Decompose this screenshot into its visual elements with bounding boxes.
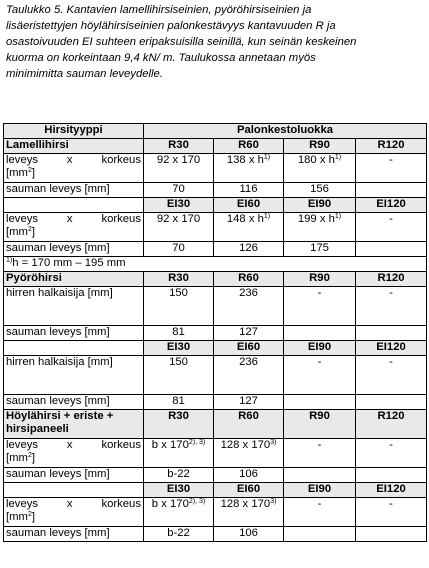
class-cell: R60	[214, 410, 284, 439]
class-cell: R60	[214, 272, 284, 287]
value-cell: b-22	[144, 468, 214, 483]
caption-line: lisäeristettyjen höylähirsiseinien palonkestävyys kantavuuden R ja	[6, 20, 336, 32]
joint-label: sauman leveys [mm]	[4, 326, 144, 341]
joint-label: sauman leveys [mm]	[4, 183, 144, 198]
value-cell	[284, 326, 356, 341]
value-cell: 138 x $h^{1)}$	[214, 154, 284, 183]
class-cell: EI60	[214, 341, 284, 356]
header-class: Palonkestoluokka	[144, 124, 427, 139]
table-row	[4, 498, 427, 527]
class-cell: EI120	[356, 341, 427, 356]
value-cell	[356, 326, 427, 341]
class-cell: EI120	[356, 483, 427, 498]
class-cell: R120	[356, 139, 427, 154]
class-cell: EI30	[144, 341, 214, 356]
value-cell	[284, 395, 356, 410]
class-row	[4, 198, 427, 213]
value-cell: -	[284, 498, 356, 527]
class-cell: EI120	[356, 198, 427, 213]
class-cell: R90	[284, 139, 356, 154]
class-cell: R90	[284, 272, 356, 287]
value-cell: 92 x 170	[144, 154, 214, 183]
section-title: Lamellihirsi	[4, 139, 144, 154]
table-row	[4, 213, 427, 242]
header-type: Hirsityyppi	[4, 124, 144, 139]
class-cell: EI90	[284, 198, 356, 213]
empty-cell	[4, 341, 144, 356]
caption-line: osastoivuuden EI suhteen eripaksuisilla seinillä, kun seinän keskeinen	[6, 36, 357, 48]
value-cell: 156	[284, 183, 356, 198]
header-row	[4, 124, 427, 139]
table-row	[4, 242, 427, 257]
value-cell: 116	[214, 183, 284, 198]
class-cell: R30	[144, 139, 214, 154]
value-cell: 127	[214, 395, 284, 410]
value-cell: -	[284, 439, 356, 468]
class-cell: EI30	[144, 198, 214, 213]
joint-label: sauman leveys [mm]	[4, 395, 144, 410]
empty-cell	[4, 198, 144, 213]
value-cell: 150	[144, 287, 214, 326]
table-row	[4, 468, 427, 483]
table-row	[4, 183, 427, 198]
value-cell	[356, 242, 427, 257]
caption-line: Taulukko 5. Kantavien lamellihirsiseinien, pyöröhirsiseinien ja	[6, 4, 312, 16]
footnote-row	[4, 257, 427, 272]
width-label: leveys x korkeus $[mm^2]$	[4, 498, 144, 527]
class-cell: R120	[356, 410, 427, 439]
value-cell	[356, 183, 427, 198]
value-cell: 148 x $h^{1)}$	[214, 213, 284, 242]
table-row	[4, 527, 427, 542]
value-cell: 236	[214, 287, 284, 326]
class-cell: R30	[144, 410, 214, 439]
value-cell: 126	[214, 242, 284, 257]
value-cell: 70	[144, 242, 214, 257]
value-cell	[356, 468, 427, 483]
class-row	[4, 272, 427, 287]
class-cell: EI90	[284, 483, 356, 498]
value-cell: b x $170^{2), 3)}$	[144, 439, 214, 468]
empty-cell	[4, 483, 144, 498]
class-cell: EI60	[214, 483, 284, 498]
class-cell: EI60	[214, 198, 284, 213]
value-cell: b-22	[144, 527, 214, 542]
section-title: Pyöröhirsi	[4, 272, 144, 287]
width-label: leveys x korkeus $[mm^2]$	[4, 154, 144, 183]
class-cell: R60	[214, 139, 284, 154]
value-cell: -	[356, 439, 427, 468]
value-cell	[356, 527, 427, 542]
value-cell: 128 x 170$^{3)}$	[214, 498, 284, 527]
caption-line: kuorma on korkeintaan 9,4 kN/ m. Taulukossa annetaan myös	[6, 52, 316, 64]
value-cell	[284, 527, 356, 542]
section-title: Höylähirsi + eriste + hirsipaneeli	[4, 410, 144, 439]
value-cell: 127	[214, 326, 284, 341]
value-cell: 106	[214, 527, 284, 542]
table-row	[4, 326, 427, 341]
class-cell: EI30	[144, 483, 214, 498]
diameter-label: hirren halkaisija [mm]	[4, 287, 144, 326]
table-row	[4, 356, 427, 395]
caption-line: minimimitta sauman leveydelle.	[6, 68, 163, 80]
value-cell: 236	[214, 356, 284, 395]
footnote: $^{1)}$h = 170 mm – 195 mm	[4, 257, 427, 272]
table-row	[4, 439, 427, 468]
class-cell: R120	[356, 272, 427, 287]
value-cell: 175	[284, 242, 356, 257]
class-cell: R90	[284, 410, 356, 439]
class-row	[4, 341, 427, 356]
value-cell: 150	[144, 356, 214, 395]
value-cell: 106	[214, 468, 284, 483]
value-cell: -	[356, 287, 427, 326]
width-label: leveys x korkeus $[mm^2]$	[4, 213, 144, 242]
table-row	[4, 287, 427, 326]
table-row	[4, 154, 427, 183]
value-cell: b x $170^{2), 3)}$	[144, 498, 214, 527]
joint-label: sauman leveys [mm]	[4, 527, 144, 542]
value-cell: 128 x 170$^{3)}$	[214, 439, 284, 468]
class-row	[4, 483, 427, 498]
value-cell	[356, 395, 427, 410]
class-cell: EI90	[284, 341, 356, 356]
value-cell: -	[356, 154, 427, 183]
value-cell: -	[356, 356, 427, 395]
value-cell: 180 x $h^{1)}$	[284, 154, 356, 183]
value-cell: 92 x 170	[144, 213, 214, 242]
value-cell: 70	[144, 183, 214, 198]
width-label: leveys x korkeus $[mm^2]$	[4, 439, 144, 468]
value-cell: 81	[144, 326, 214, 341]
fire-resistance-table	[3, 123, 427, 542]
table-row	[4, 395, 427, 410]
value-cell: 81	[144, 395, 214, 410]
value-cell: -	[284, 287, 356, 326]
value-cell: -	[356, 213, 427, 242]
joint-label: sauman leveys [mm]	[4, 468, 144, 483]
value-cell: -	[284, 356, 356, 395]
value-cell: -	[356, 498, 427, 527]
joint-label: sauman leveys [mm]	[4, 242, 144, 257]
value-cell: 199 x $h^{1)}$	[284, 213, 356, 242]
class-row	[4, 139, 427, 154]
diameter-label: hirren halkaisija [mm]	[4, 356, 144, 395]
class-cell: R30	[144, 272, 214, 287]
class-row	[4, 410, 427, 439]
value-cell	[284, 468, 356, 483]
table-caption	[6, 2, 424, 82]
